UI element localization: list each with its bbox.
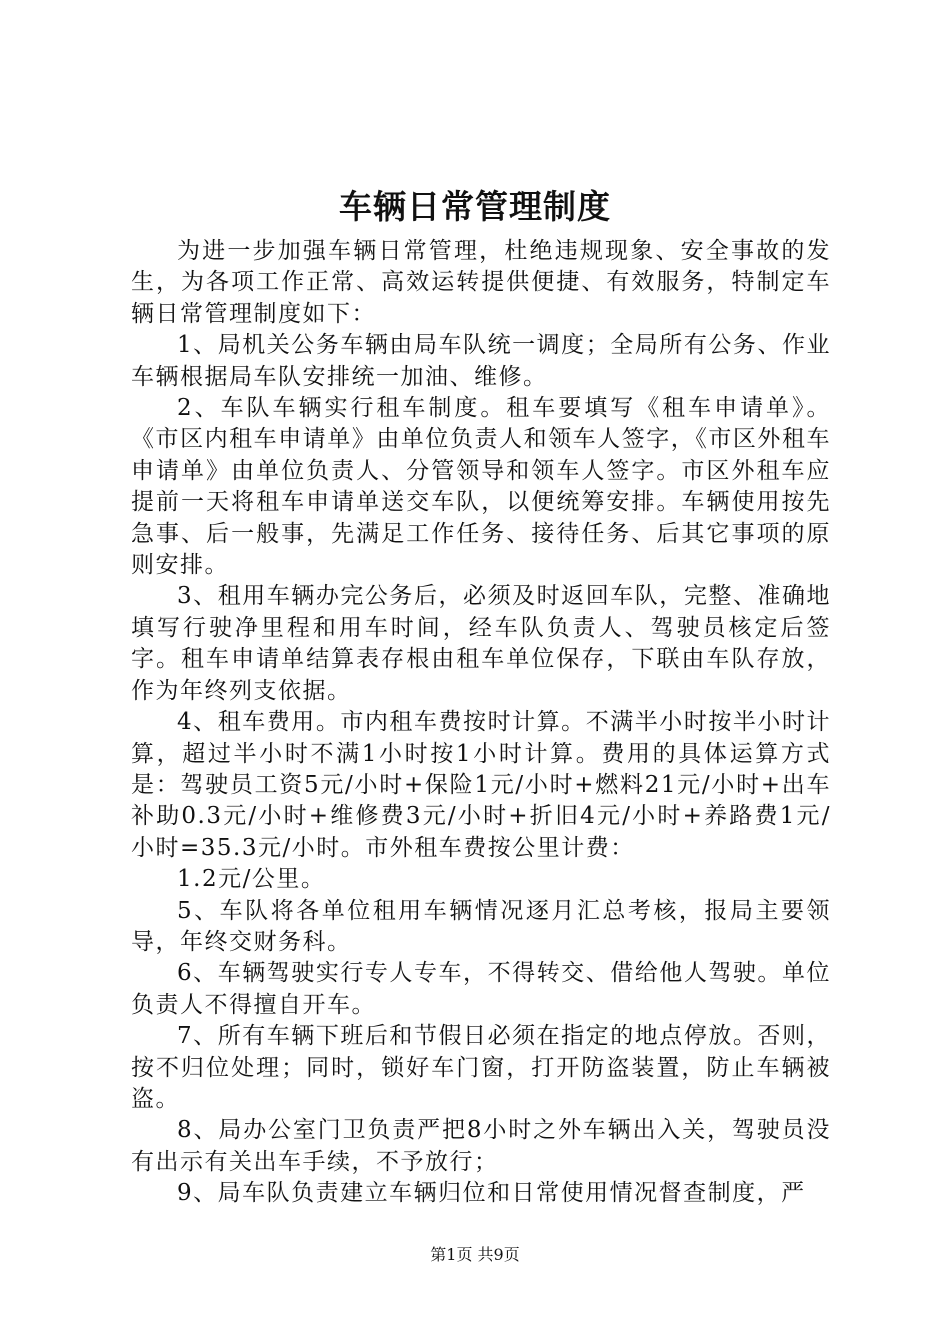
paragraph-intro: 为进一步加强车辆日常管理，杜绝违规现象、安全事故的发生，为各项工作正常、高效运转提供便捷、有效服务，特制定车辆日常管理制度如下： [131, 238, 831, 327]
paragraph-item-2: 2、车队车辆实行租车制度。租车要填写《租车申请单》。《市区内租车申请单》由单位负责人和领车人签字，《市区外租车申请单》由单位负责人、分管领导和领车人签字。市区外租车应提前一天将租车申请单送交车队，以便统筹安排。车辆使用按先急事、后一般事，先满足工作任务、接待任务、后其它事项的原则安排。 [131, 395, 831, 579]
paragraph-item-8: 8、局办公室门卫负责严把8小时之外车辆出入关，驾驶员没有出示有关出车手续，不予放行； [131, 1117, 831, 1175]
paragraph-item-1: 1、局机关公务车辆由局车队统一调度；全局所有公务、作业车辆根据局车队安排统一加油、维修。 [131, 332, 831, 390]
document-title: 车辆日常管理制度 [339, 187, 611, 226]
document-body [131, 236, 831, 1210]
paragraph-item-9: 9、局车队负责建立车辆归位和日常使用情况督查制度，严 [177, 1180, 806, 1207]
paragraph-item-3: 3、租用车辆办完公务后，必须及时返回车队，完整、准确地填写行驶净里程和用车时间，经车队负责人、驾驶员核定后签字。租车申请单结算表存根由租车单位保存，下联由车队存放，作为年终列支依据。 [131, 583, 831, 704]
paragraph-item-4-rate: 1.2元/公里。 [177, 866, 326, 893]
paragraph-item-5: 5、车队将各单位租用车辆情况逐月汇总考核，报局主要领导，年终交财务科。 [131, 897, 831, 955]
page-number: 第1页 共9页 [430, 1245, 520, 1264]
paragraph-item-6: 6、车辆驾驶实行专人专车，不得转交、借给他人驾驶。单位负责人不得擅自开车。 [131, 960, 831, 1018]
paragraph-item-4: 4、租车费用。市内租车费按时计算。不满半小时按半小时计算，超过半小时不满1小时按1小时计算。费用的具体运算方式是：驾驶员工资5元/小时+保险1元/小时+燃料21元/小时+出车补助0.3元/小时+维修费3元/小时+折旧4元/小时+养路费1元/小时=35.3元/小时。市外租车费按公里计费： [131, 709, 831, 861]
paragraph-item-7: 7、所有车辆下班后和节假日必须在指定的地点停放。否则，按不归位处理；同时，锁好车门窗，打开防盗装置，防止车辆被盗。 [131, 1023, 831, 1112]
